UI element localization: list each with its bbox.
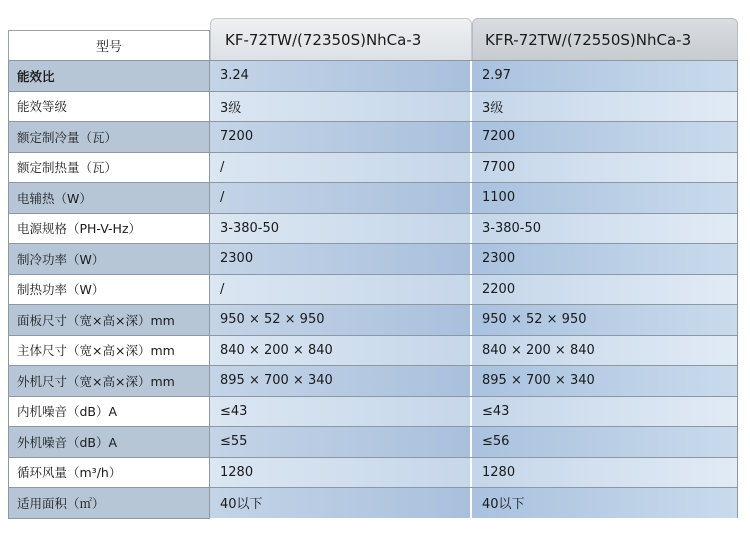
row-label: 内机噪音（dB）A bbox=[8, 397, 210, 427]
row-label: 主体尺寸（宽×高×深）mm bbox=[8, 336, 210, 366]
row-value-a: 840 × 200 × 840 bbox=[210, 336, 472, 366]
table-row bbox=[8, 60, 738, 91]
row-value-b: 2300 bbox=[472, 244, 738, 274]
table-row bbox=[8, 121, 738, 152]
row-label: 额定制冷量（瓦） bbox=[8, 122, 210, 152]
table-row bbox=[8, 304, 738, 335]
row-label: 外机噪音（dB）A bbox=[8, 427, 210, 457]
header-model-b: KFR-72TW/(72550S)NhCa-3 bbox=[472, 18, 738, 60]
table-row bbox=[8, 152, 738, 183]
row-value-a: / bbox=[210, 183, 472, 213]
row-label: 额定制热量（瓦） bbox=[8, 153, 210, 183]
row-value-a: 2300 bbox=[210, 244, 472, 274]
table-row bbox=[8, 182, 738, 213]
table-row bbox=[8, 426, 738, 457]
spec-table bbox=[8, 18, 738, 519]
row-value-b: 7200 bbox=[472, 122, 738, 152]
row-value-b: 1280 bbox=[472, 458, 738, 488]
row-value-a: 40以下 bbox=[210, 488, 472, 518]
row-value-b: 950 × 52 × 950 bbox=[472, 305, 738, 335]
row-label: 能效等级 bbox=[8, 92, 210, 122]
row-value-a: / bbox=[210, 275, 472, 305]
row-value-b: 40以下 bbox=[472, 488, 738, 518]
table-bottom-border bbox=[8, 518, 210, 519]
table-row bbox=[8, 396, 738, 427]
row-label: 能效比 bbox=[8, 61, 210, 91]
row-value-b: 2.97 bbox=[472, 61, 738, 91]
row-value-a: 1280 bbox=[210, 458, 472, 488]
table-row bbox=[8, 213, 738, 244]
row-value-a: 3-380-50 bbox=[210, 214, 472, 244]
header-label: 型号 bbox=[8, 30, 210, 60]
row-value-b: 3-380-50 bbox=[472, 214, 738, 244]
table-header bbox=[8, 18, 738, 60]
row-value-b: 3级 bbox=[472, 92, 738, 122]
row-label: 电源规格（PH-V-Hz） bbox=[8, 214, 210, 244]
row-value-b: 895 × 700 × 340 bbox=[472, 366, 738, 396]
row-value-a: ≤43 bbox=[210, 397, 472, 427]
row-value-a: ≤55 bbox=[210, 427, 472, 457]
table-row bbox=[8, 487, 738, 518]
row-value-b: ≤43 bbox=[472, 397, 738, 427]
row-value-b: 1100 bbox=[472, 183, 738, 213]
row-value-a: 3.24 bbox=[210, 61, 472, 91]
row-label: 外机尺寸（宽×高×深）mm bbox=[8, 366, 210, 396]
row-value-b: 7700 bbox=[472, 153, 738, 183]
row-value-a: 895 × 700 × 340 bbox=[210, 366, 472, 396]
row-value-a: 950 × 52 × 950 bbox=[210, 305, 472, 335]
row-value-a: / bbox=[210, 153, 472, 183]
table-row bbox=[8, 274, 738, 305]
row-label: 电辅热（W） bbox=[8, 183, 210, 213]
row-value-a: 7200 bbox=[210, 122, 472, 152]
row-value-b: ≤56 bbox=[472, 427, 738, 457]
row-value-a: 3级 bbox=[210, 92, 472, 122]
table-row bbox=[8, 91, 738, 122]
header-model-a: KF-72TW/(72350S)NhCa-3 bbox=[210, 18, 472, 60]
row-value-b: 2200 bbox=[472, 275, 738, 305]
row-label: 面板尺寸（宽×高×深）mm bbox=[8, 305, 210, 335]
table-row bbox=[8, 335, 738, 366]
table-row bbox=[8, 365, 738, 396]
table-row bbox=[8, 243, 738, 274]
row-label: 适用面积（㎡） bbox=[8, 488, 210, 518]
row-value-b: 840 × 200 × 840 bbox=[472, 336, 738, 366]
table-row bbox=[8, 457, 738, 488]
row-label: 制热功率（W） bbox=[8, 275, 210, 305]
row-label: 循环风量（m³/h） bbox=[8, 458, 210, 488]
row-label: 制冷功率（W） bbox=[8, 244, 210, 274]
